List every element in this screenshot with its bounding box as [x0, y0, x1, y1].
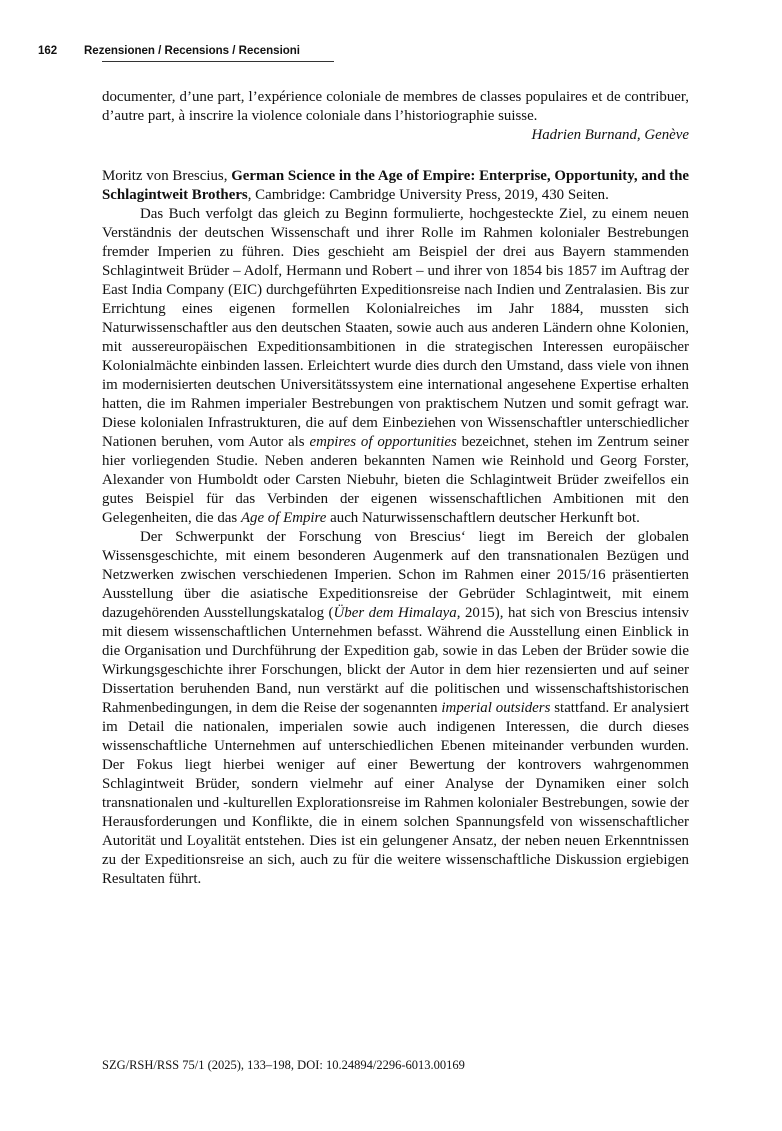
reviewer-signature: Hadrien Burnand, Genève: [531, 127, 689, 143]
review-paragraph-2: Der Schwerpunkt der Forschung von Brescius‘ liegt im Bereich der globalen Wissensgeschichte, mit einem besonderen Augenmerk auf den transnationalen Bezügen und Netzwerken zwischen verschiedenen Imperien. Schon im Rahmen einer 2015/16 präsentierten Ausstellung über die asiatische Expeditionsreise der Gebrüder Schlagintweit, mit einem dazugehörenden Ausstellungskatalog (Über dem Himalaya, 2015), hat sich von Brescius intensiv mit diesem wissenschaftlichen Unternehmen befasst. Während die Ausstellung einen Einblick in die Organisation und Durchführung der Expedition gab, sowie in das Leben der Brüder sowie die Wirkungsgeschichte ihrer Forschungen, blickt der Autor in dem hier rezensierten und auf seiner Dissertation beruhenden Band, nun verstärkt auf die politischen und wissenschaftshistorischen Rahmenbedingungen, in dem die Reise der sogenannten imperial outsiders stattfand. Er analysiert im Detail die nationalen, imperialen sowie auch indigenen Interessen, die durch dieses wissenschaftliche Unternehmen auf unterschiedlichen Ebenen miteinander verbunden wurden. Der Fokus liegt hierbei weniger auf einer Bewertung der kontrovers wahrgenommen Schlagintweit Brüder, sondern vielmehr auf einer Analyse der Dynamiken einer solch transnationalen und -kulturellen Explorationsreise im Rahmen kolonialer Bestrebungen, sowie der Herausforderungen und Konflikte, die in einem solchen Spannungsfeld von wissenschaftlicher Autorität und Loyalität entstehen. Dies ist ein gelungener Ansatz, der neben neuen Erkenntnissen zu der Expeditionsreise an sich, auch zu für die weitere wissenschaftliche Diskussion ergiebigen Resultaten führt.: [102, 529, 689, 887]
italic-term: Über dem Himalaya: [333, 605, 457, 621]
book-author: Moritz von Brescius,: [102, 168, 228, 184]
page-number: 162: [38, 45, 58, 57]
book-title: German Science in the Age of Empire: Enterprise, Opportunity, and the Schlagintweit Brothers: [102, 168, 689, 203]
bibliographic-entry: [102, 167, 689, 205]
italic-term: Age of Empire: [240, 510, 327, 526]
section-title: Rezensionen / Recensions / Recensioni: [84, 45, 301, 57]
italic-term: imperial outsiders: [441, 700, 551, 716]
header-rule: [102, 61, 334, 62]
review-article: [102, 167, 689, 889]
publication-info: , Cambridge: Cambridge University Press, 2019, 430 Seiten.: [247, 187, 609, 203]
previous-review-text: documenter, d’une part, l’expérience coloniale de membres de classes populaires et de contribuer, d’autre part, à inscrire la violence coloniale dans l’historiographie suisse.: [102, 89, 689, 124]
journal-citation-footer: SZG/RSH/RSS 75/1 (2025), 133–198, DOI: 10.24894/2296-6013.00169: [102, 1058, 465, 1072]
review-paragraph-1: Das Buch verfolgt das gleich zu Beginn formulierte, hochgesteckte Ziel, zu einem neuen Verständnis der deutschen Wissenschaft und ihrer Rolle im Rahmen kolonialer Bestrebungen fremder Imperien zu führen. Dies geschieht am Beispiel der drei aus Bayern stammenden Schlagintweit Brüder – Adolf, Hermann und Robert – und ihrer von 1854 bis 1857 im Auftrag der East India Company (EIC) durchgeführten Expeditionsreise nach Indien und Zentralasien. Bis zur Errichtung eines eigenen formellen Kolonialreiches im Jahr 1884, mussten sich Naturwissenschaftler aus den deutschen Staaten, sowie auch aus anderen Ländern ohne Kolonien, mit aussereuropäischen Expeditionsambitionen in die strategischen Interessen europäischer Kolonialmächte einbinden lassen. Erleichtert wurde dies durch den Umstand, dass viele von ihnen im modernisierten deutschen Universitätssystem eine international angesehene Expertise erhalten hatten, die im Rahmen imperialer Bestrebungen von praktischem Nutzen und somit gefragt war. Diese kolonialen Infrastrukturen, die auf dem Einbeziehen von Wissenschaftler unterschiedlicher Nationen beruhen, vom Autor als empires of opportunities bezeichnet, stehen im Zentrum seiner hier vorliegenden Studie. Neben anderen bekannten Namen wie Reinhold und Georg Forster, Alexander von Humboldt oder Carsten Niebuhr, bieten die Schlagintweit Brüder zweifellos ein gutes Beispiel für das Verbinden der eigenen wissenschaftlichen Ambitionen mit den Gelegenheiten, die das Age of Empire auch Naturwissenschaftlern deutscher Herkunft bot.: [102, 206, 689, 526]
italic-term: empires of opportunities: [309, 434, 457, 450]
previous-review-ending: [102, 88, 689, 145]
running-header: [38, 44, 334, 58]
